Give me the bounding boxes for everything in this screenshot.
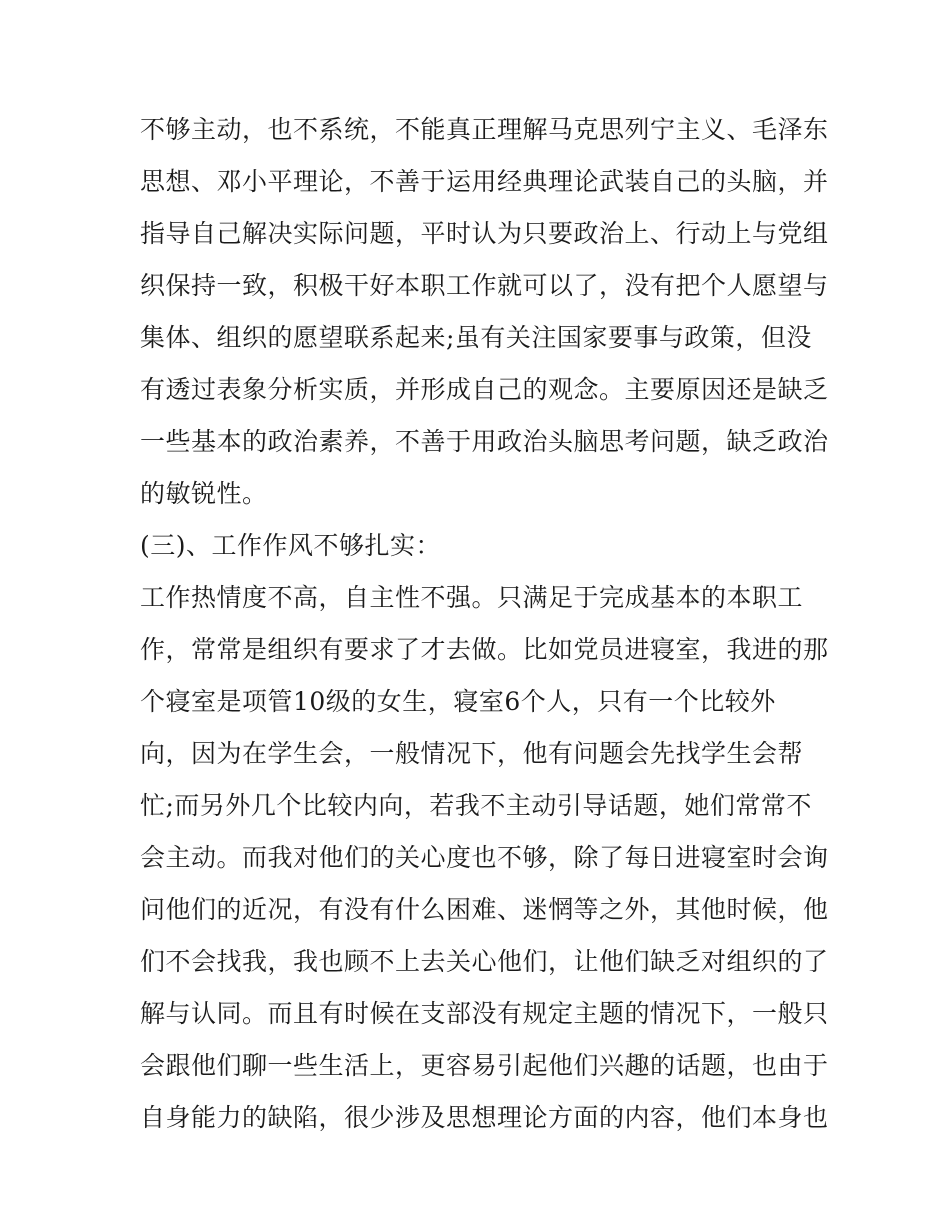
text-line: 有透过表象分析实质，并形成自己的观念。主要原因还是缺乏 [140, 375, 829, 404]
text-line: 解与认同。而且有时候在支部没有规定主题的情况下，一般只 [140, 999, 829, 1028]
text-line: 作，常常是组织有要求了才去做。比如党员进寝室，我进的那 [140, 635, 829, 664]
text-line: 集体、组织的愿望联系起来;虽有关注国家要事与政策，但没 [140, 323, 812, 352]
text-line: 们不会找我，我也顾不上去关心他们，让他们缺乏对组织的了 [140, 947, 829, 976]
text-line: 织保持一致，积极干好本职工作就可以了，没有把个人愿望与 [140, 271, 829, 300]
section-heading: (三)、工作作风不够扎实： [140, 531, 442, 560]
body-text [140, 104, 829, 1144]
text-line: 个寝室是项管10级的女生，寝室6个人，只有一个比较外 [140, 687, 776, 716]
text-line: 自身能力的缺陷，很少涉及思想理论方面的内容，他们本身也 [140, 1103, 829, 1132]
text-line: 不够主动，也不系统，不能真正理解马克思列宁主义、毛泽东 [140, 115, 829, 144]
text-line: 工作热情度不高，自主性不强。只满足于完成基本的本职工 [140, 583, 804, 612]
text-line: 向，因为在学生会，一般情况下，他有问题会先找学生会帮 [140, 739, 804, 768]
text-line: 思想、邓小平理论，不善于运用经典理论武装自己的头脑，并 [140, 167, 829, 196]
text-line: 会主动。而我对他们的关心度也不够，除了每日进寝室时会询 [140, 843, 829, 872]
text-line: 一些基本的政治素养，不善于用政治头脑思考问题，缺乏政治 [140, 427, 829, 456]
text-line: 的敏锐性。 [140, 479, 268, 508]
text-line: 指导自己解决实际问题，平时认为只要政治上、行动上与党组 [140, 219, 829, 248]
text-line: 会跟他们聊一些生活上，更容易引起他们兴趣的话题，也由于 [140, 1051, 829, 1080]
text-line: 忙;而另外几个比较内向，若我不主动引导话题，她们常常不 [140, 791, 812, 820]
text-line: 问他们的近况，有没有什么困难、迷惘等之外，其他时候，他 [140, 895, 829, 924]
